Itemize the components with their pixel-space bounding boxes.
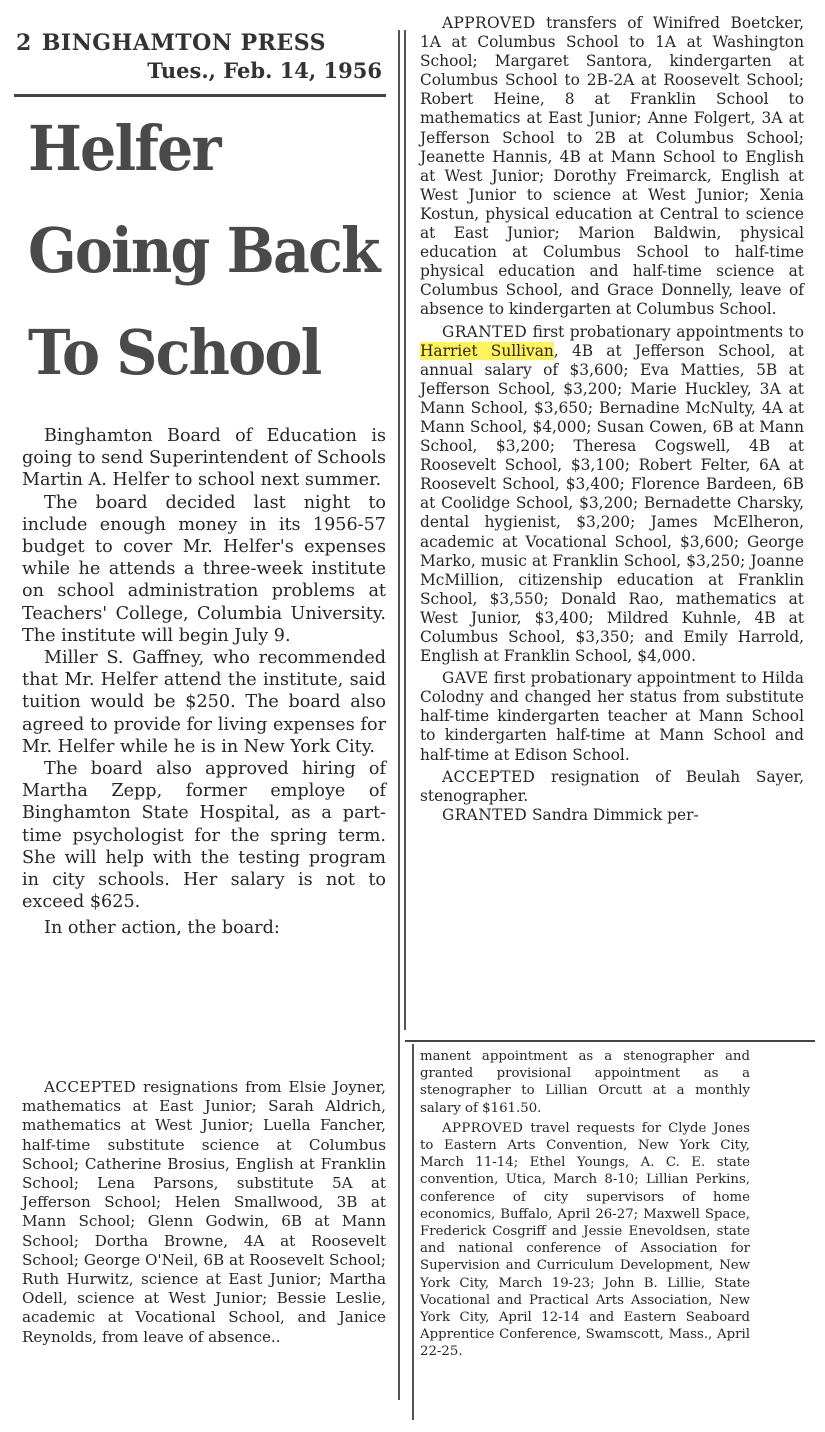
story-paragraph: The board decided last night to include enough money in its 1956-57 budget to cover Mr. Helfer's expenses while he attends a three-week institute on school administration problems at Teachers' College, Columbia University. The institute will begin July 9. [22,492,386,646]
page-number: 2 [16,30,32,56]
story-list-column [22,1078,386,1347]
action-body: , 4B at Jefferson School, at annual salary of $3,600; Eva Matties, 5B at Jefferson School, $3,200; Marie Huckley, 3A at Mann School, $3,650; Bernadine McNulty, 4A at Mann School, $4,000; Susan Cowen, 6B at Mann School, $3,200; Theresa Cogswell, 4B at Roosevelt School, $3,100; Robert Felter, 6A at Roosevelt School, $3,400; Florence Bardeen, 6B at Coolidge School, $3,200; Bernadette Charsky, dental hygienist, $3,200; James McElheron, academic at Vocational School, $3,600; George Marko, music at Franklin School, $3,250; Joanne McMillion, citizenship education at Franklin School, $3,550; Donald Rao, mathematics at West Junior, $3,400; Mildred Kuhnle, 4B at Columbus School, $3,350; and Emily Harrold, English at Franklin School, $4,000. [420,341,804,666]
action-item [420,323,804,667]
issue-date: Tues., Feb. 14, 1956 [147,58,382,83]
story-paragraph: Miller S. Gaffney, who recommended that Mr. Helfer attend the institute, said tuition would be $250. The board also agreed to provide for living expenses for Mr. Helfer while he is in New York City. [22,648,386,757]
action-body: first probationary appointments to [527,322,804,341]
action-lead-word: GRANTED [442,805,528,824]
masthead [16,30,382,56]
continued-text: manent appointment as a stenographer and granted provisional appointment as a stenographer to Lillian Orcutt at a monthly salary of $161.50. [420,1049,750,1116]
column-divider [398,30,400,1400]
story-list-item [22,1078,386,1347]
action-body: Sandra Dimmick per- [527,805,699,824]
action-body: transfers of Winifred Boetcker, 1A at Columbus School to 1A at Washington School; Margaret Santora, kindergarten at Columbus School to 2B-2A at Roosevelt School; Robert Heine, 8 at Franklin School to mathematics at East Junior; Anne Folgert, 3A at Jefferson School to 2B at Columbus School; Jeanette Hannis, 4B at Mann School to English at West Junior; Dorothy Freimarck, English at West Junior to science at West Junior; Xenia Kostun, physical education at Central to science at East Junior; Marion Baldwin, physical education at Columbus School to half-time physical education and half-time science at Columbus School, and Grace Donnelly, leave of absence to kindergarten at Columbus School. [420,14,804,319]
list-body: resignations from Elsie Joyner, mathematics at East Junior; Sarah Aldrich, mathematics at West Junior; Luella Fancher, half-time substitute science at Columbus School; Catherine Brosius, English at Franklin School; Lena Parsons, substitute 5A at Jefferson School; Helen Smallwood, 3B at Mann School; Glenn Godwin, 6B at Mann School; Dortha Browne, 4A at Roosevelt School; George O'Neil, 6B at Roosevelt School; Ruth Hurwitz, science at East Junior; Martha Odell, science at West Junior; Bessie Leslie, academic at Vocational School, and Janice Reynolds, from leave of absence.. [22,1078,386,1346]
column-divider [404,30,406,1030]
column-divider [412,1044,414,1420]
headline-line-3: To School [28,316,321,389]
action-item [420,669,804,764]
story-paragraph: Binghamton Board of Education is going to send Superintendent of Schools Martin A. Helfer to school next summer. [22,426,386,491]
paper-name: BINGHAMTON PRESS [41,30,326,56]
action-item [420,806,804,825]
action-lead-word: APPROVED [442,14,536,32]
action-lead-word: GAVE [442,669,489,688]
actions-column [420,14,804,825]
action-item [420,768,804,806]
action-body: travel requests for Clyde Jones to Eastern Arts Convention, New York City, March 11-14; Ethel Youngs, A. C. E. state convention, Utica, March 8-10; Lillian Perkins, conference of city supervisors of home economics, Buffalo, April 26-27; Maxwell Space, Frederick Cosgriff and Jessie Enevoldsen, state and national conference of Association for Supervision and Curriculum Development, New York City, March 19-23; John B. Lillie, State Vocational and Practical Arts Association, New York City, April 12-14 and Eastern Seaboard Apprentice Conference, Swamscott, Mass., April 22-25. [420,1120,750,1360]
masthead-rule [14,94,386,97]
headline-line-2: Going Back [28,214,379,287]
action-lead-word: APPROVED [442,1120,524,1136]
continued-column [420,1048,750,1361]
story-column [22,425,386,940]
jump-rule [405,1040,815,1042]
action-item [420,1120,750,1361]
action-lead-word: ACCEPTED [442,767,536,786]
action-body: resignation of Beulah Sayer, stenographer. [420,767,804,805]
action-item [420,14,804,320]
headline-line-1: Helfer [28,112,220,185]
story-paragraph: In other action, the board: [44,918,280,939]
highlighted-name: Harriet Sullivan [420,341,554,360]
list-lead-word: ACCEPTED [44,1078,137,1096]
action-lead-word: GRANTED [442,322,528,341]
action-body: first probationary appointment to Hilda Colodny and changed her status from substitute half-time kindergarten teacher at Mann School to kindergarten half-time at Mann School and half-time at Edison School. [420,669,804,764]
story-paragraph: The board also approved hiring of Martha Zepp, former employe of Binghamton State Hospital, as a part-time psychologist for the spring term. She will help with the testing program in city schools. Her salary is not to exceed $625. [22,759,386,913]
